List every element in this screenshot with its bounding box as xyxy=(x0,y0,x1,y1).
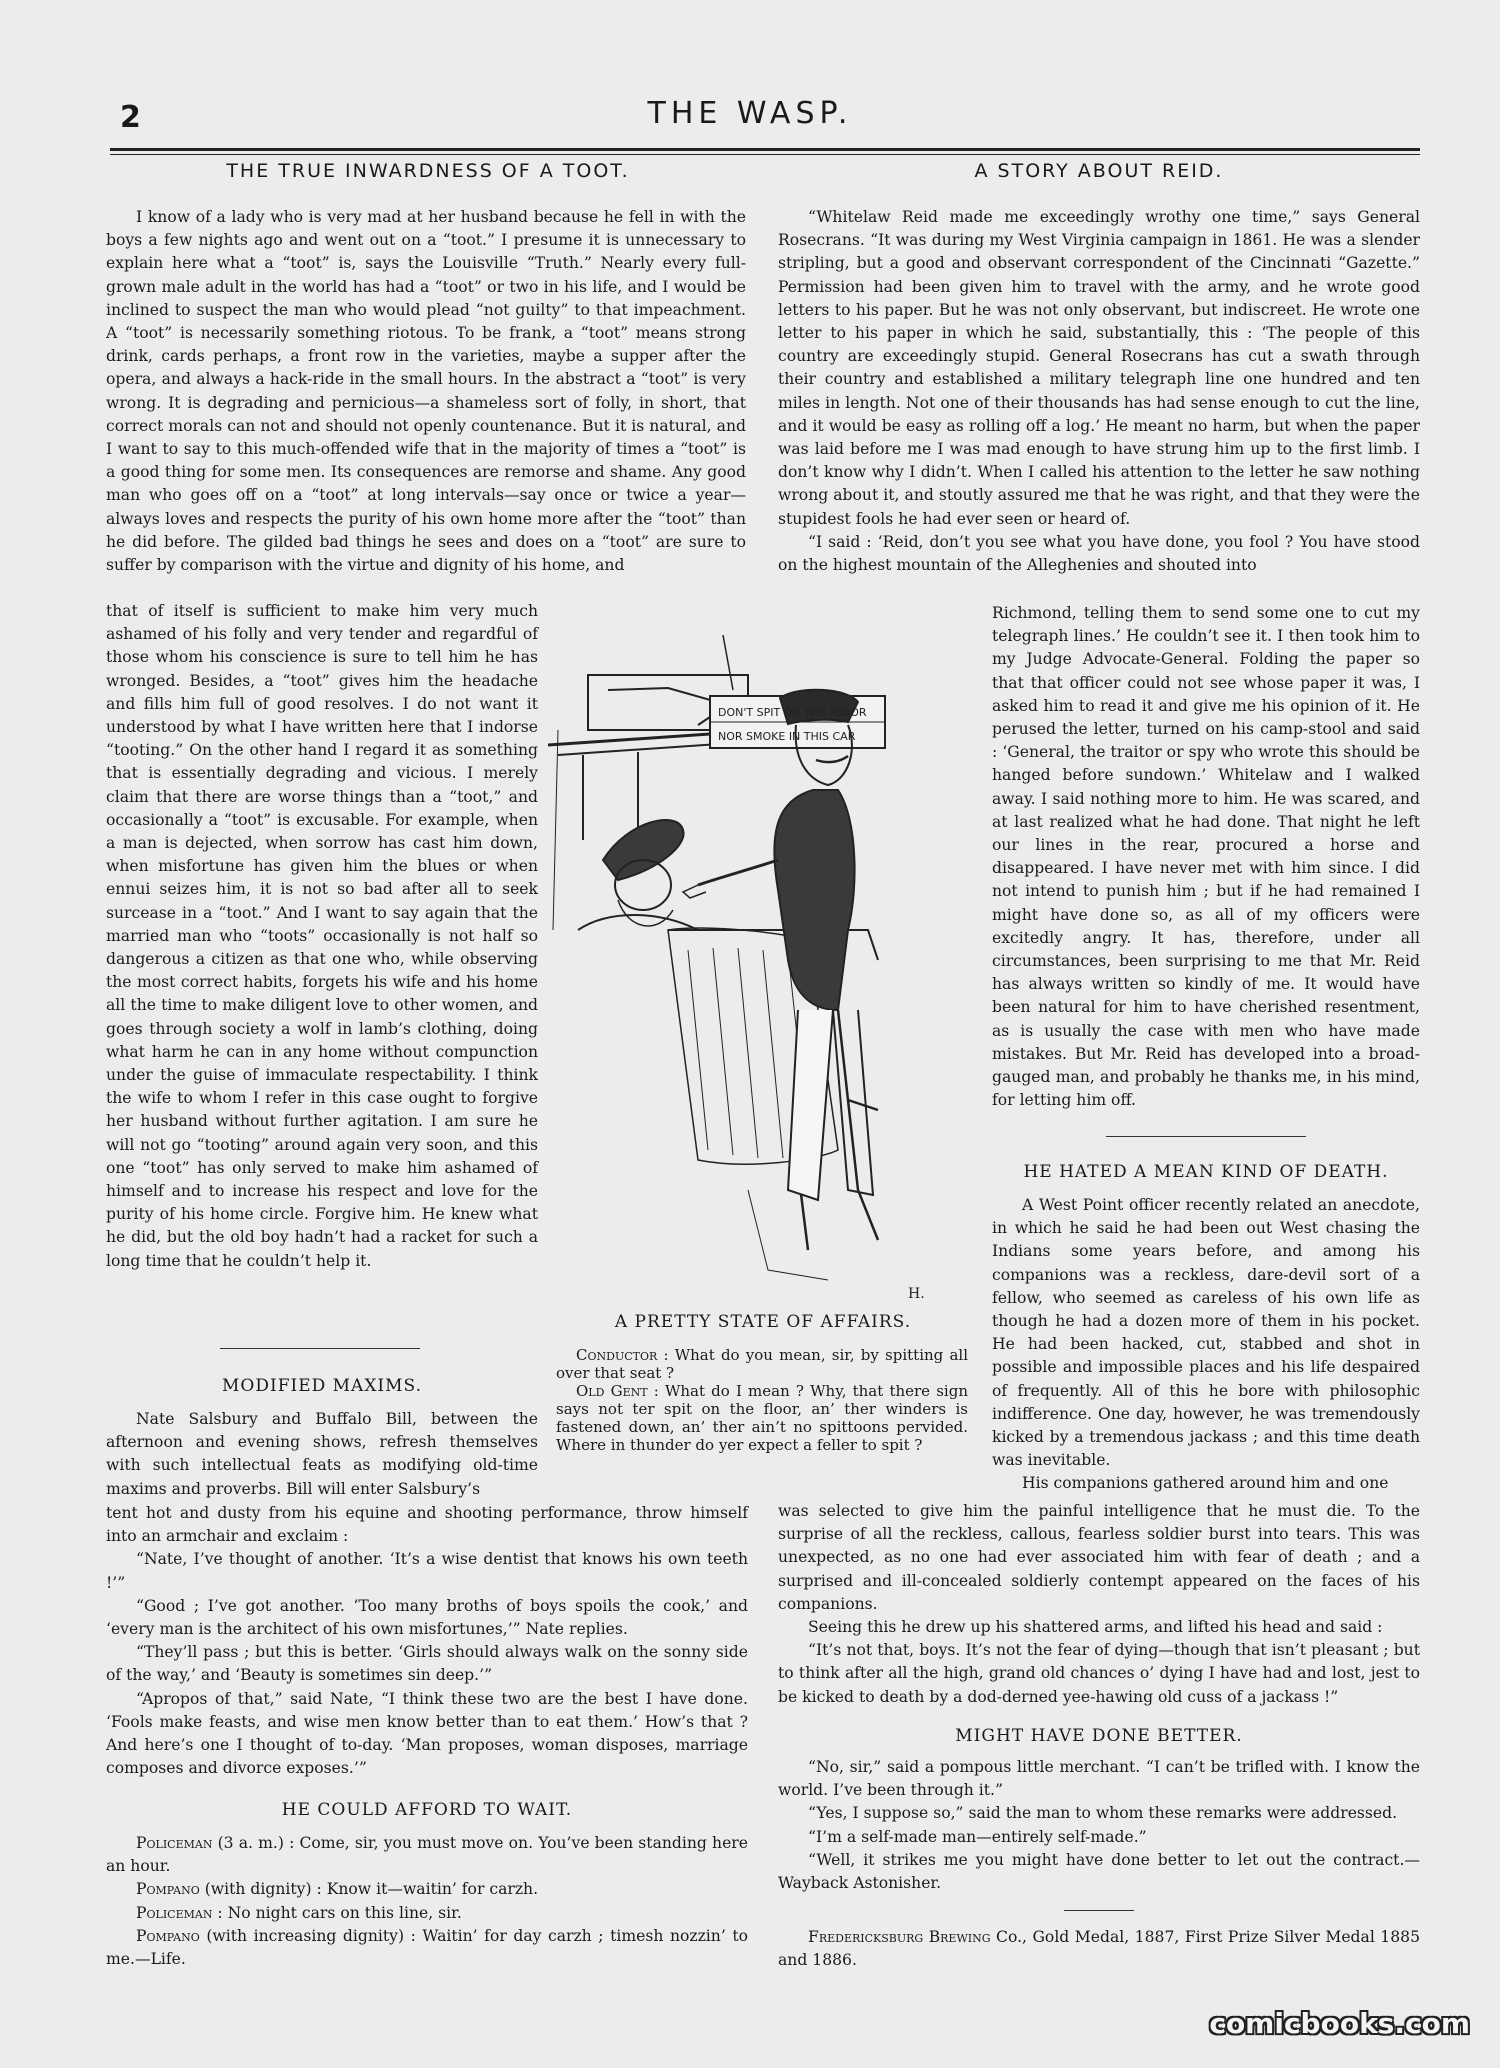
wait-line-1 xyxy=(106,1832,748,1878)
brewing-ad xyxy=(778,1926,1420,1972)
maxims-p5: “Apropos of that,” said Nate, “I think these two are the best I have done. ‘Fools make feasts, and wise men know better than to eat them.’ How’s that ? And here’s one I thought of to-day. ‘Man proposes, woman disposes, marriage composes and divorce exposes.’” xyxy=(106,1689,748,1778)
caption-text-1: : What do you mean, sir, by spitting all over that seat ? xyxy=(556,1346,968,1382)
death-paragraph-2 xyxy=(778,1500,1420,1709)
maxims-p1a: Nate Salsbury and Buffalo Bill, between the afternoon and evening shows, refresh themselves with such intellectual feats as modifying old-time maxims and proverbs. Bill will enter Salsbury’s xyxy=(106,1410,538,1498)
wait-speaker-1: Policeman xyxy=(136,1834,213,1852)
reid-paragraph-2 xyxy=(992,602,1420,1112)
caption-text-2: : What do I mean ? Why, that there sign says not ter spit on the floor, an’ ther winders is fastened down, an’ ther ain’t no spittoons pervided. Where in thunder do yer expect a feller to spit ? xyxy=(556,1382,968,1454)
cartoon-title: A PRETTY STATE OF AFFAIRS. xyxy=(614,1312,912,1332)
cartoon-illustration xyxy=(548,630,988,1310)
wait-text-4: (with increasing dignity) : Waitin’ for day carzh ; timesh nozzin’ to me.—Life. xyxy=(106,1926,748,1969)
better-p3: “I’m a self-made man—entirely self-made.” xyxy=(808,1827,1147,1846)
maxims-p3: “Good ; I’ve got another. ‘Too many broths of boys spoils the cook,’ and ‘every man is the architect of his own misfortunes,’” Nate replies. xyxy=(106,1596,748,1639)
reid-p2a: “I said : ‘Reid, don’t you see what you have done, you fool ? You have stood on the highest mountain of the Alleghenies and shouted into xyxy=(778,532,1420,575)
caption-speaker-1: Conductor xyxy=(576,1346,658,1364)
sign-text-2: NOR SMOKE IN THIS CAR xyxy=(718,730,856,743)
masthead: THE WASP. xyxy=(647,96,853,131)
caption-speaker-2: Old Gent xyxy=(576,1382,648,1400)
death-title: HE HATED A MEAN KIND OF DEATH. xyxy=(1023,1162,1389,1182)
reid-title: A STORY ABOUT REID. xyxy=(974,160,1224,182)
maxims-p4: “They’ll pass ; but this is better. ‘Girls should always walk on the sonny side of the way,’ and ‘Beauty is sometimes sin deep.’” xyxy=(106,1643,748,1685)
conductor-pointing-arm xyxy=(698,860,778,885)
cartoon-caption xyxy=(556,1346,968,1454)
death-paragraph-1 xyxy=(992,1194,1420,1496)
death-p1a: A West Point officer recently related an anecdote, in which he said he had been out West chasing the Indians some years before, and among his companions was a reckless, dare-devil sort of a fellow, who seemed as careless of his own life as though he had a dozen more of them in his pocket. He had been hacked, cut, stabbed and shot in possible and impossible places and his life despaired of frequently. All of this he bore with philosophic indifference. One day, however, he was tremendously kicked by a tremendous jackass ; and this time death was inevitable. xyxy=(992,1196,1420,1470)
ad-brand: Fredericksburg Brewing xyxy=(808,1928,991,1946)
caption-line-2 xyxy=(556,1382,968,1454)
wait-text-2: (with dignity) : Know it—waitin’ for carzh. xyxy=(199,1880,539,1899)
old-gent-hat xyxy=(603,820,684,880)
reid-paragraph-1 xyxy=(778,206,1420,577)
death-p3: Seeing this he drew up his shattered arms, and lifted his head and said : xyxy=(808,1618,1383,1637)
divider-left-1 xyxy=(220,1348,420,1349)
better-body xyxy=(778,1756,1420,1895)
toot-p2: that of itself is sufficient to make him very much ashamed of his folly and very tender and regardful of those whom his conscience is sure to tell him he has wronged. Besides, a “toot” gives him the headache and fills him full of good resolves. I do not want it understood by what I have written here that I indorse “tooting.” On the other hand I regard it as something that is essentially degrading and vicious. I merely claim that there are worse things than a “toot,” and occasionally a “toot” is excusable. For example, when a man is dejected, when sorrow has cast him down, when misfortune has given him the blues or when ennui seizes him, it is not so bad after all to seek surcease in a “toot.” And I want to say again that the married man who “toots” occasionally is not half so dangerous a citizen as that one who, while observing the most correct habits, forgets his wife and his home all the time to make diligent love to other women, and goes through society a wolf in lamb’s clothing, doing what harm he can in any home without compunction under the guise of immaculate respectability. I think the wife to whom I refer in this case ought to forgive her husband without further agitation. I am sure he will not go “tooting” around again very soon, and this one “toot” has only served to make him ashamed of himself and to increase his respect and love for the purity of his home circle. Forgive him. He knew what he did, but the old boy hadn’t had a racket for such a long time that he couldn’t help it. xyxy=(106,602,538,1270)
wait-text-3: : No night cars on this line, sir. xyxy=(212,1903,462,1922)
better-p4: “Well, it strikes me you might have done better to let out the contract.—Wayback Astonisher. xyxy=(778,1850,1420,1893)
reid-p1: “Whitelaw Reid made me exceedingly wrothy one time,” says General Rosecrans. “It was during my West Virginia campaign in 1861. He was a slender stripling, but a good and observant correspondent of the Cincinnati “Gazette.” Permission had been given him to travel with the army, and he wrote good letters to his paper. But he was not only observant, but indiscreet. He wrote one letter to his paper in which he said, substantially, this : ‘The people of this country are exceedingly stupid. General Rosecrans has cut a swath through their country and established a military telegraph line one hundred and ten miles in length. Not one of their thousands has had sense enough to cut the line, and it would be easy as rolling off a log.’ He meant no harm, but when the paper was laid before me I was mad enough to have strung him up to the first limb. I don’t know why I didn’t. When I called his attention to the letter he saw nothing wrong about it, and stoutly assured me that he was right, and that they were the stupidest fools he had ever seen or heard of. xyxy=(778,208,1420,528)
reid-p2b: Richmond, telling them to send some one to cut my telegraph lines.’ He couldn’t see it. I then took him to my Judge Advocate-General. Folding the paper so that that officer could not see whose paper it was, I asked him to read it and give me his opinion of it. He perused the letter, turned on his camp-stool and said : ‘General, the traitor or spy who wrote this should be hanged before sundown.’ Whitelaw and I walked away. I said nothing more to him. He was scared, and at last realized what he had done. That night he left our lines in the rear, procured a horse and disappeared. I have never met with him since. I did not intend to punish him ; but if he had remained I might have done so, as all of my officers were excitedly angry. It has, therefore, under all circumstances, been surprising to me that Mr. Reid has always written so kindly of me. It would have been natural for him to have cherished resentment, as is usually the case with men who have made mistakes. But Mr. Reid has developed into a broad-gauged man, and probably he thanks me, in his mind, for letting him off. xyxy=(992,604,1420,1110)
wait-line-2 xyxy=(106,1878,748,1901)
death-p2b: was selected to give him the painful intelligence that he must die. To the surprise of all the reckless, callous, fearless soldier burst into tears. This was unexpected, as no one had ever associated him with fear of death ; and a surprised and ill-concealed soldierly contempt appeared on the faces of his companions. xyxy=(778,1502,1420,1613)
maxims-p1b: tent hot and dusty from his equine and shooting performance, throw himself into an armchair and exclaim : xyxy=(106,1504,748,1546)
wait-speaker-3: Policeman xyxy=(136,1903,213,1922)
toot-title: THE TRUE INWARDNESS OF A TOOT. xyxy=(226,160,630,182)
conductor-trousers xyxy=(788,1010,833,1200)
toot-p1: I know of a lady who is very mad at her husband because he fell in with the boys a few nights ago and went out on a “toot.” I presume it is unnecessary to explain here what a “toot” is, says the Louisville “Truth.” Nearly every full-grown male adult in the world has had a “toot” or two in his life, and I would be inclined to suspect the man who would plead “not guilty” to that impeachment. A “toot” is necessarily something riotous. To be frank, a “toot” means strong drink, cards perhaps, a front row in the varieties, maybe a supper after the opera, and always a hack-ride in the small hours. In the abstract a “toot” is very wrong. It is degrading and pernicious—a shameless sort of folly, in short, that correct morals can not and should not openly countenance. But it is natural, and I want to say to this much-offended wife that in the majority of times a “toot” is a good thing for some men. Its consequences are remorse and shame. Any good man who goes off on a “toot” at long intervals—say once or twice a year—always loves and respects the purity of his own home more after the “toot” than he did before. The gilded bad things he sees and does on a “toot” are sure to suffer by comparison with the virtue and dignity of his home, and xyxy=(106,208,746,575)
maxims-title: MODIFIED MAXIMS. xyxy=(222,1376,422,1396)
death-p4: “It’s not that, boys. It’s not the fear of dying—though that isn’t pleasant ; but to think after all the high, grand old chances o’ dying I have had and lost, jest to be kicked to death by a dod-derned yee-hawing old cuss of a jackass !” xyxy=(778,1641,1420,1706)
wait-text-1: (3 a. m.) : Come, sir, you must move on. You’ve been standing here an hour. xyxy=(106,1834,748,1876)
ad-text: Co., Gold Medal, 1887, First Prize Silver Medal 1885 and 1886. xyxy=(778,1928,1420,1970)
maxims-intro xyxy=(106,1408,538,1501)
masthead-rule xyxy=(110,148,1420,155)
wait-speaker-4: Pompano xyxy=(136,1926,200,1945)
caption-line-1 xyxy=(556,1346,968,1382)
toot-paragraph-2 xyxy=(106,600,538,1273)
watermark: comicbooks.com xyxy=(1209,2007,1470,2040)
maxims-body xyxy=(106,1502,748,1780)
toot-paragraph-1 xyxy=(106,206,746,577)
wait-title: HE COULD AFFORD TO WAIT. xyxy=(281,1800,573,1820)
wait-line-4 xyxy=(106,1925,748,1971)
conductor-coat xyxy=(774,790,854,1010)
death-p2a: His companions gathered around him and one xyxy=(1022,1474,1389,1493)
better-title: MIGHT HAVE DONE BETTER. xyxy=(955,1726,1243,1746)
maxims-p2: “Nate, I’ve thought of another. ‘It’s a wise dentist that knows his own teeth !’” xyxy=(106,1550,748,1592)
sign-text-1: DON'T SPIT ON THE FLOOR xyxy=(718,706,867,719)
better-p2: “Yes, I suppose so,” said the man to whom these remarks were addressed. xyxy=(808,1804,1398,1823)
better-p1: “No, sir,” said a pompous little merchant. “I can’t be trifled with. I know the world. I’ve been through it.” xyxy=(778,1758,1420,1800)
wait-body xyxy=(106,1832,748,1971)
artist-signature: H. xyxy=(908,1286,925,1302)
wait-line-3 xyxy=(106,1902,748,1925)
page-number: 2 xyxy=(120,100,141,135)
wait-speaker-2: Pompano xyxy=(136,1880,200,1899)
divider-right-1 xyxy=(1106,1136,1306,1137)
divider-right-2 xyxy=(1064,1910,1134,1911)
